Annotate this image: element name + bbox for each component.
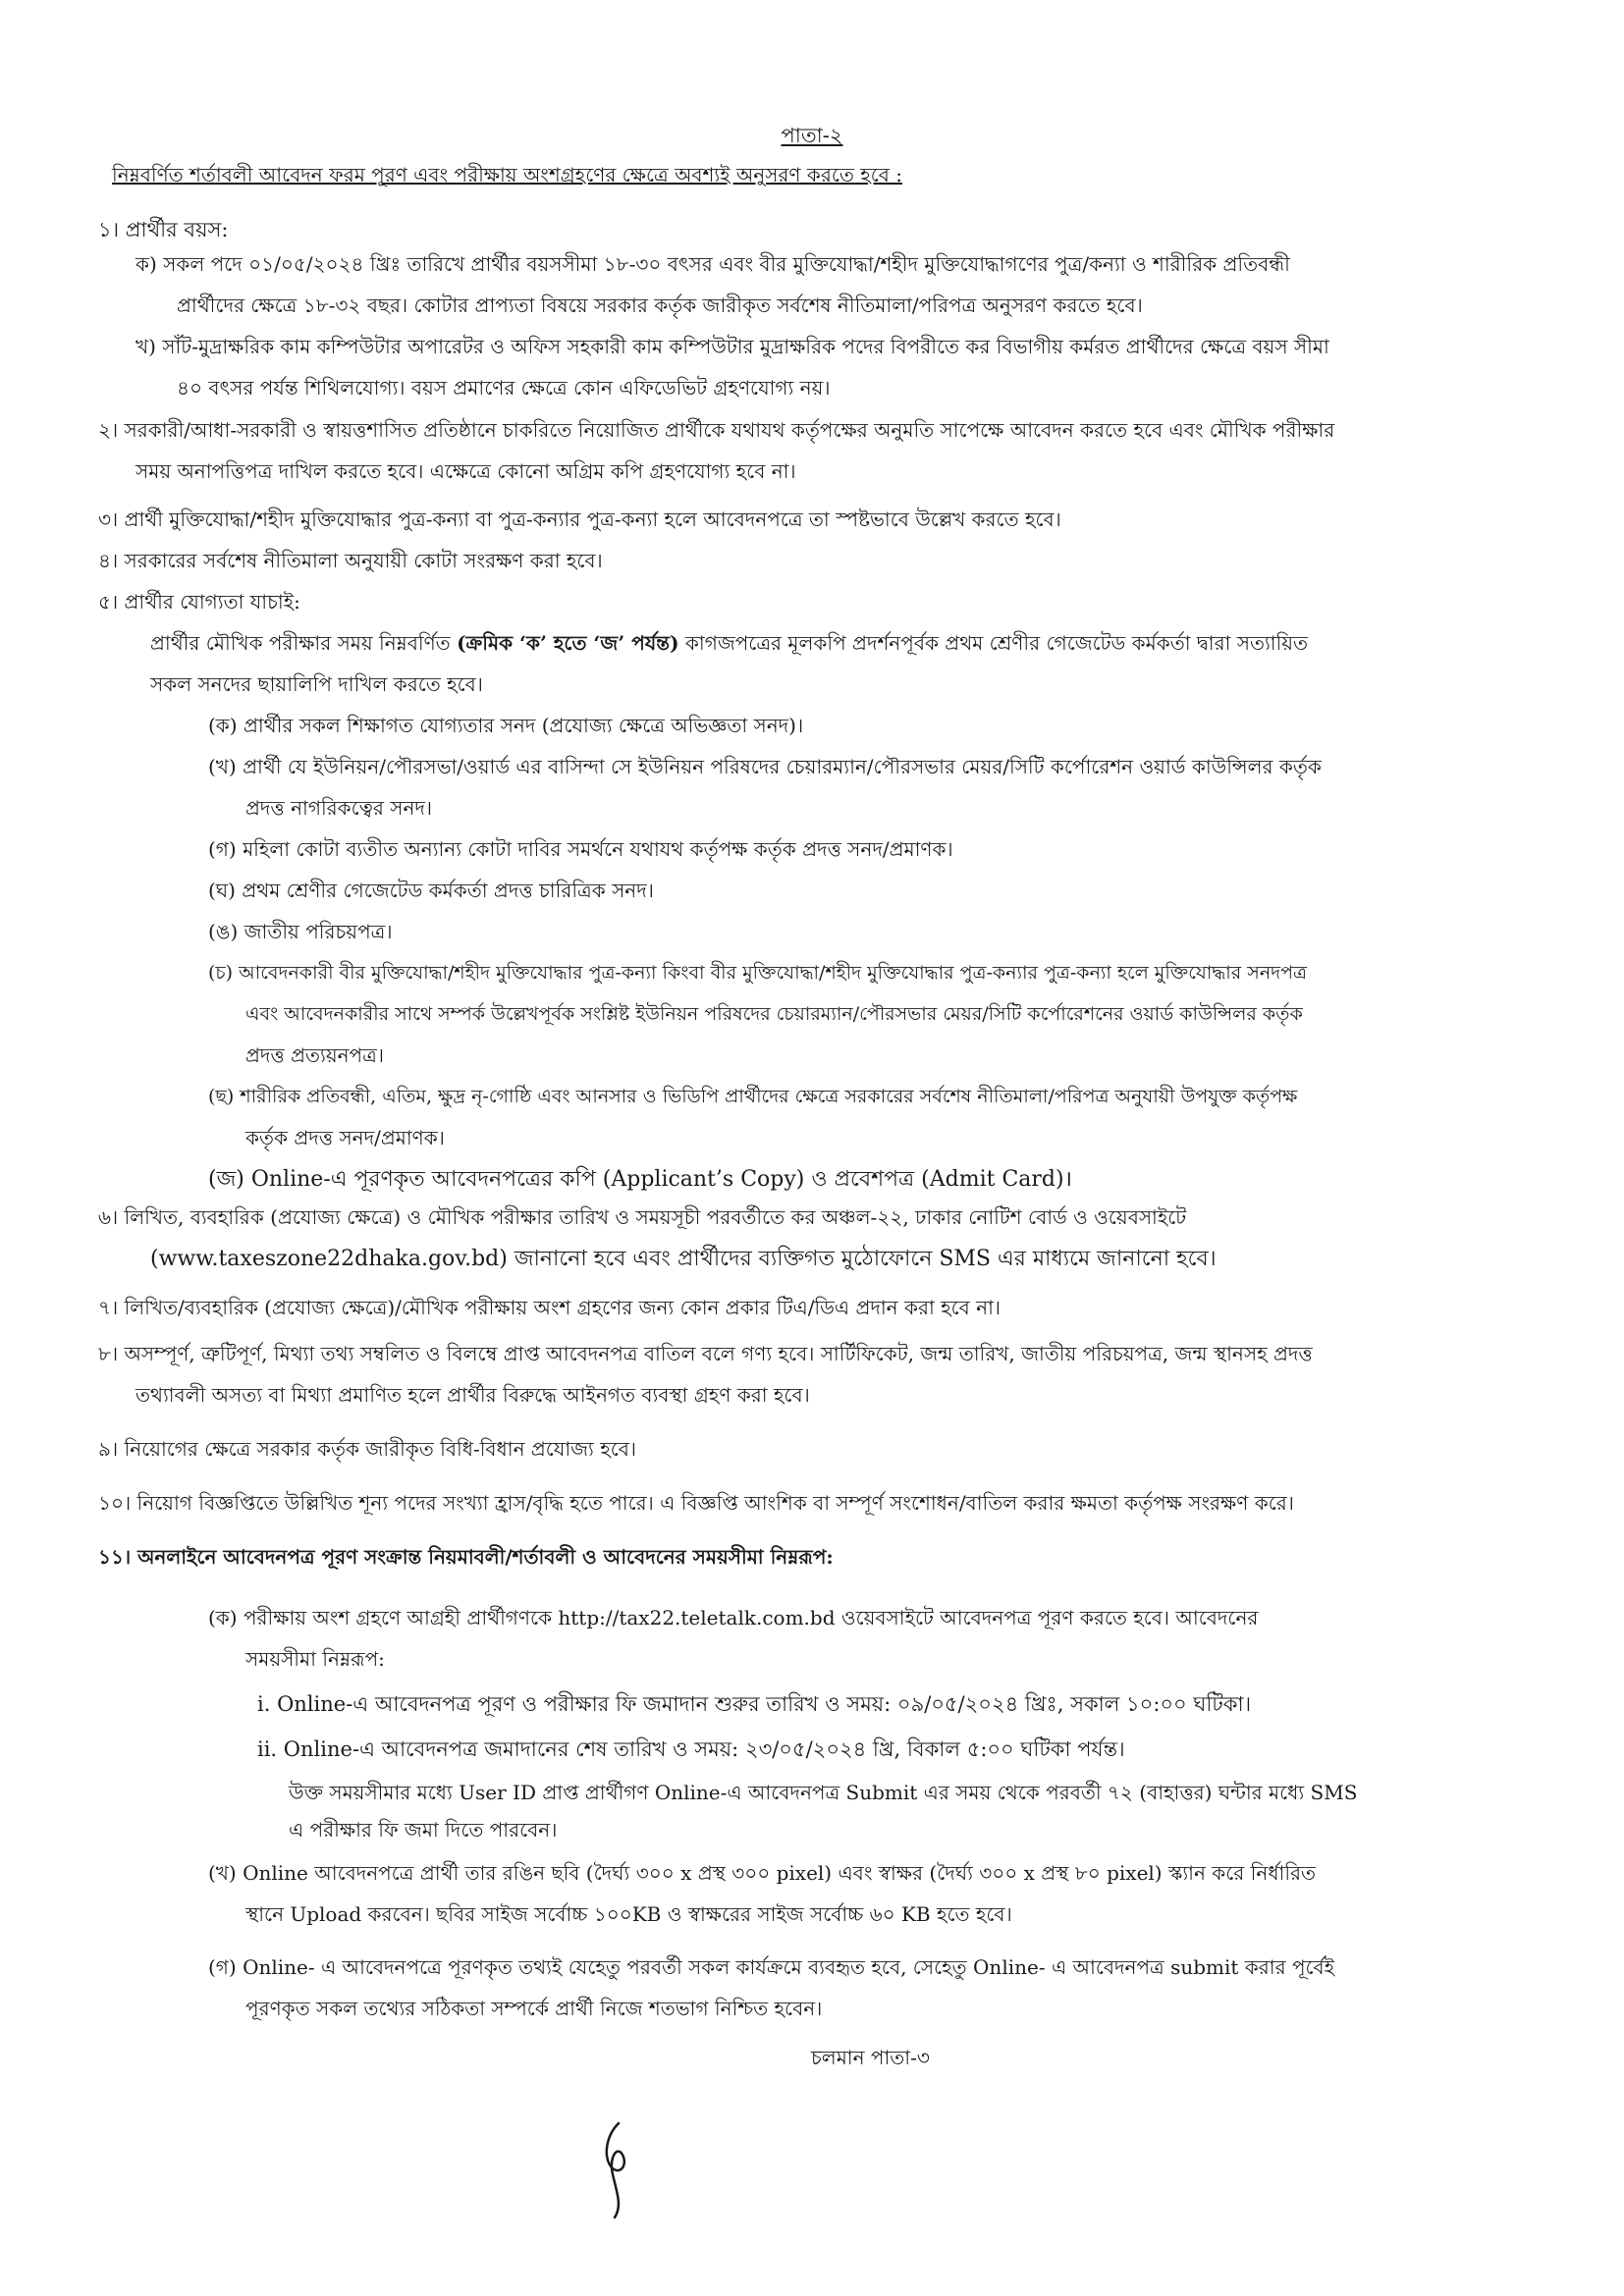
item10: ১০। নিয়োগ বিজ্ঞপ্তিতে উল্লিখিত শূন্য পদের সংখ্যা হ্রাস/বৃদ্ধি হতে পারে। এ বিজ্ঞপ্তি আংশিক বা সম্পূর্ণ সংশোধন/বাতিল করার ক্ষমতা কর্তৃপক্ষ সংরক্ষণ করে।	[98, 1491, 1294, 1515]
item5-intro-line1	[150, 622, 1308, 665]
age-b-line2: ৪০ বৎসর পর্যন্ত শিথিলযোগ্য। বয়স প্রমাণের ক্ষেত্রে কোন এফিডেভিট গ্রহণযোগ্য নয়।	[177, 376, 831, 400]
item5-uma: (ঙ) জাতীয় পরিচয়পত্র।	[208, 920, 393, 943]
page-label: পাতা-২	[781, 124, 843, 147]
item2-line2: সময় অনাপত্তিপত্র দাখিল করতে হবে। এক্ষেত্রে কোনো অগ্রিম কপি গ্রহণযোগ্য হবে না।	[135, 459, 796, 483]
item5-intro-part-b: কাগজপত্রের মূলকপি প্রদর্শনপূর্বক প্রথম শ্রেণীর গেজেটেড কর্মকর্তা দ্বারা সত্যায়িত	[678, 631, 1309, 655]
intro-heading: নিম্নবর্ণিত শর্তাবলী আবেদন ফরম পূরণ এবং পরীক্ষায় অংশগ্রহণের ক্ষেত্রে অবশ্যই অনুসরণ করতে হবে :	[112, 163, 903, 187]
signature-mark	[589, 2115, 648, 2223]
item5-gha: (ঘ) প্রথম শ্রেণীর গেজেটেড কর্মকর্তা প্রদত্ত চারিত্রিক সনদ।	[208, 879, 654, 902]
item5-chha-line1: (ছ) শারীরিক প্রতিবন্ধী, এতিম, ক্ষুদ্র নৃ-গোষ্ঠি এবং আনসার ও ভিডিপি প্রার্থীদের ক্ষেত্রে সরকারের সর্বশেষ নীতিমালা/পরিপত্র অনুযায়ী উপযুক্ত কর্তৃপক্ষ	[208, 1086, 1298, 1107]
item5-cha-line2: এবং আবেদনকারীর সাথে সম্পর্ক উল্লেখপূর্বক সংশ্লিষ্ট ইউনিয়ন পরিষদের চেয়ারম্যান/পৌরসভার মেয়র/সিটি কর্পোরেশনের ওয়ার্ড কাউন্সিলর কর্তৃক	[245, 1003, 1303, 1025]
item5-ja: (জ) Online-এ পূরণকৃত আবেদনপত্রের কপি (Applicant’s Copy) ও প্রবেশপত্র (Admit Card)।	[208, 1167, 1072, 1192]
item11-ka-line2: সময়সীমা নিম্নরূপ:	[245, 1647, 385, 1671]
item5-chha-line2: কর্তৃক প্রদত্ত সনদ/প্রমাণক।	[245, 1126, 445, 1149]
continued-label: চলমান পাতা-৩	[811, 2046, 930, 2069]
item4: ৪। সরকারের সর্বশেষ নীতিমালা অনুযায়ী কোটা সংরক্ষণ করা হবে।	[98, 549, 603, 572]
item5-cha-line1: (চ) আবেদনকারী বীর মুক্তিযোদ্ধা/শহীদ মুক্তিযোদ্ধার পুত্র-কন্যা কিংবা বীর মুক্তিযোদ্ধা/শহীদ মুক্তিযোদ্ধার পুত্র-কন্যার পুত্র-কন্যা হলে মুক্তিযোদ্ধার সনদপত্র	[208, 962, 1307, 984]
age-a-line2: প্রার্থীদের ক্ষেত্রে ১৮-৩২ বছর। কোটার প্রাপ্যতা বিষয়ে সরকার কর্তৃক জারীকৃত সর্বশেষ নীতিমালা/পরিপত্র অনুসরণ করতে হবে।	[177, 294, 1143, 317]
item5-kha-line2: প্রদত্ত নাগরিকত্বের সনদ।	[245, 796, 433, 820]
item11-ii: ii. Online-এ আবেদনপত্র জমাদানের শেষ তারিখ ও সময়: ২৩/০৫/২০২৪ খ্রি, বিকাল ৫:০০ ঘটিকা পর্যন্ত।	[257, 1737, 1125, 1761]
age-a-line1: ক) সকল পদে ০১/০৫/২০২৪ খ্রিঃ তারিখে প্রার্থীর বয়সসীমা ১৮-৩০ বৎসর এবং বীর মুক্তিযোদ্ধা/শহীদ মুক্তিযোদ্ধাগণের পুত্র/কন্যা ও শারীরিক প্রতিবন্ধী	[135, 252, 1290, 276]
item11-kha-line2: স্থানে Upload করবেন। ছবির সাইজ সর্বোচ্চ ১০০KB ও স্বাক্ষরের সাইজ সর্বোচ্চ ৬০ KB হতে হবে।	[245, 1902, 1012, 1926]
item5-intro-part-a: প্রার্থীর মৌখিক পরীক্ষার সময় নিম্নবর্ণিত	[150, 631, 458, 655]
item2-line1: ২। সরকারী/আধা-সরকারী ও স্বায়ত্তশাসিত প্রতিষ্ঠানে চাকরিতে নিয়োজিত প্রার্থীকে যথাযথ কর্তৃপক্ষের অনুমতি সাপেক্ষে আবেদন করতে হবে এবং মৌখিক পরীক্ষার	[98, 418, 1335, 442]
item11-ka-line1: (ক) পরীক্ষায় অংশ গ্রহণে আগ্রহী প্রার্থীগণকে http://tax22.teletalk.com.bd ওয়েবসাইটে আবেদনপত্র পূরণ করতে হবে। আবেদনের	[208, 1606, 1259, 1629]
item9: ৯। নিয়োগের ক্ষেত্রে সরকার কর্তৃক জারীকৃত বিধি-বিধান প্রযোজ্য হবে।	[98, 1437, 637, 1461]
item11-ga-line2: পূরণকৃত সকল তথ্যের সঠিকতা সম্পর্কে প্রার্থী নিজে শতভাগ নিশ্চিত হবেন।	[245, 1997, 823, 2020]
item5-cha-line3: প্রদত্ত প্রত্যয়নপত্র।	[245, 1043, 384, 1067]
item5-title: ৫। প্রার্থীর যোগ্যতা যাচাই:	[98, 590, 300, 614]
item5-intro-bold: (ক্রমিক ‘ক’ হতে ‘জ’ পর্যন্ত)	[457, 631, 679, 655]
item11-note-line2: এ পরীক্ষার ফি জমা দিতে পারবেন।	[289, 1818, 558, 1842]
item3: ৩। প্রার্থী মুক্তিযোদ্ধা/শহীদ মুক্তিযোদ্ধার পুত্র-কন্যা বা পুত্র-কন্যার পুত্র-কন্যা হলে আবেদনপত্রে তা স্পষ্টভাবে উল্লেখ করতে হবে।	[98, 507, 1061, 531]
item11-ga-line1: (গ) Online- এ আবেদনপত্রে পূরণকৃত তথ্যই যেহেতু পরবর্তী সকল কার্যক্রমে ব্যবহৃত হবে, সেহেতু Online- এ আবেদনপত্র submit করার পূর্বেই	[208, 1955, 1335, 1979]
age-title: ১। প্রার্থীর বয়স:	[98, 218, 229, 241]
item11-title: ১১। অনলাইনে আবেদনপত্র পূরণ সংক্রান্ত নিয়মাবলী/শর্তাবলী ও আবেদনের সময়সীমা নিম্নরূপ:	[98, 1545, 834, 1569]
item7: ৭। লিখিত/ব্যবহারিক (প্রযোজ্য ক্ষেত্রে)/মৌখিক পরীক্ষায় অংশ গ্রহণের জন্য কোন প্রকার টিএ/ডিএ প্রদান করা হবে না।	[98, 1296, 1001, 1319]
item6-line2: (www.taxeszone22dhaka.gov.bd) জানানো হবে এবং প্রার্থীদের ব্যক্তিগত মুঠোফোনে SMS এর মাধ্যমে জানানো হবে।	[150, 1247, 1217, 1271]
item8-line2: তথ্যাবলী অসত্য বা মিথ্যা প্রমাণিত হলে প্রার্থীর বিরুদ্ধে আইনগত ব্যবস্থা গ্রহণ করা হবে।	[135, 1383, 810, 1407]
item11-i: i. Online-এ আবেদনপত্র পূরণ ও পরীক্ষার ফি জমাদান শুরুর তারিখ ও সময়: ০৯/০৫/২০২৪ খ্রিঃ, সকাল ১০:০০ ঘটিকা।	[257, 1692, 1252, 1716]
item5-ga: (গ) মহিলা কোটা ব্যতীত অন্যান্য কোটা দাবির সমর্থনে যথাযথ কর্তৃপক্ষ কর্তৃক প্রদত্ত সনদ/প্রমাণক।	[208, 837, 953, 861]
item11-kha-line1: (খ) Online আবেদনপত্রে প্রার্থী তার রঙিন ছবি (দৈর্ঘ্য ৩০০ x প্রস্থ ৩০০ pixel) এবং স্বাক্ষর (দৈর্ঘ্য ৩০০ x প্রস্থ ৮০ pixel) স্ক্যান করে নির্ধারিত	[208, 1861, 1317, 1885]
item5-intro-line2: সকল সনদের ছায়ালিপি দাখিল করতে হবে।	[150, 672, 483, 696]
item6-line1: ৬। লিখিত, ব্যবহারিক (প্রযোজ্য ক্ষেত্রে) ও মৌখিক পরীক্ষার তারিখ ও সময়সূচী পরবর্তীতে কর অঞ্চল-২২, ঢাকার নোটিশ বোর্ড ও ওয়েবসাইটে	[98, 1205, 1187, 1229]
age-b-line1: খ) সাঁট-মুদ্রাক্ষরিক কাম কম্পিউটার অপারেটর ও অফিস সহকারী কাম কম্পিউটার মুদ্রাক্ষরিক পদের বিপরীতে কর বিভাগীয় কর্মরত প্রার্থীদের ক্ষেত্রে বয়স সীমা	[135, 335, 1329, 358]
item5-kha-line1: (খ) প্রার্থী যে ইউনিয়ন/পৌরসভা/ওয়ার্ড এর বাসিন্দা সে ইউনিয়ন পরিষদের চেয়ারম্যান/পৌরসভার মেয়র/সিটি কর্পোরেশন ওয়ার্ড কাউন্সিলর কর্তৃক	[208, 755, 1322, 778]
item5-ka: (ক) প্রার্থীর সকল শিক্ষাগত যোগ্যতার সনদ (প্রযোজ্য ক্ষেত্রে অভিজ্ঞতা সনদ)।	[208, 714, 804, 737]
item8-line1: ৮। অসম্পূর্ণ, ত্রুটিপূর্ণ, মিথ্যা তথ্য সম্বলিত ও বিলম্বে প্রাপ্ত আবেদনপত্র বাতিল বলে গণ্য হবে। সার্টিফিকেট, জন্ম তারিখ, জাতীয় পরিচয়পত্র, জন্ম স্থানসহ প্রদত্ত	[98, 1342, 1313, 1365]
item11-note-line1: উক্ত সময়সীমার মধ্যে User ID প্রাপ্ত প্রার্থীগণ Online-এ আবেদনপত্র Submit এর সময় থেকে পরবর্তী ৭২ (বাহাত্তর) ঘন্টার মধ্যে SMS	[289, 1781, 1358, 1804]
